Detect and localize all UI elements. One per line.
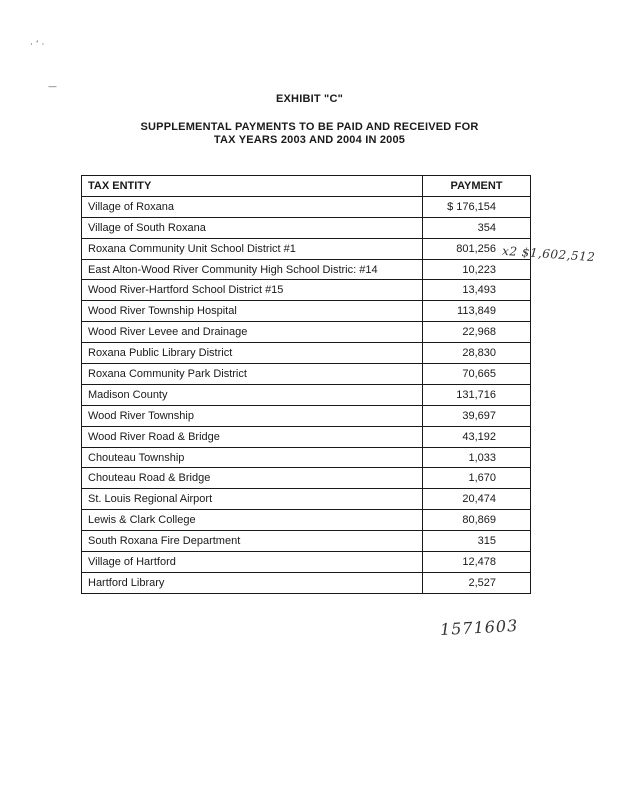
tax-entity-cell: South Roxana Fire Department bbox=[82, 531, 423, 552]
table-header-row bbox=[82, 176, 531, 197]
payment-header: PAYMENT bbox=[423, 176, 531, 197]
table-row bbox=[82, 217, 531, 238]
payment-cell: 13,493 bbox=[423, 280, 531, 301]
table-row bbox=[82, 405, 531, 426]
payment-cell: 70,665 bbox=[423, 364, 531, 385]
tax-entity-cell: East Alton-Wood River Community High School Distric: #14 bbox=[82, 259, 423, 280]
payment-cell: 2,527 bbox=[423, 572, 531, 593]
table-row bbox=[82, 301, 531, 322]
table-row bbox=[82, 364, 531, 385]
tax-entity-cell: Lewis & Clark College bbox=[82, 510, 423, 531]
table-row bbox=[82, 384, 531, 405]
table-row bbox=[82, 238, 531, 259]
tax-entity-cell: Roxana Public Library District bbox=[82, 343, 423, 364]
scan-speck: — bbox=[48, 82, 57, 92]
tax-entity-cell: Village of Roxana bbox=[82, 196, 423, 217]
tax-entity-cell: St. Louis Regional Airport bbox=[82, 489, 423, 510]
tax-entity-cell: Roxana Community Unit School District #1 bbox=[82, 238, 423, 259]
supplemental-payments-table bbox=[81, 175, 531, 594]
tax-entity-cell: Madison County bbox=[82, 384, 423, 405]
tax-entity-header: TAX ENTITY bbox=[82, 176, 423, 197]
tax-entity-cell: Wood River Township Hospital bbox=[82, 301, 423, 322]
tax-entity-cell: Wood River-Hartford School District #15 bbox=[82, 280, 423, 301]
payment-cell: 12,478 bbox=[423, 552, 531, 573]
table-row bbox=[82, 489, 531, 510]
handwritten-total: 1571603 bbox=[439, 615, 519, 640]
payment-cell: 39,697 bbox=[423, 405, 531, 426]
document-heading-line-2: TAX YEARS 2003 AND 2004 IN 2005 bbox=[213, 134, 406, 146]
payment-cell: 131,716 bbox=[423, 384, 531, 405]
payment-cell: $ 176,154 bbox=[423, 196, 531, 217]
table-row bbox=[82, 322, 531, 343]
exhibit-title: EXHIBIT "C" bbox=[275, 93, 344, 105]
tax-entity-cell: Wood River Township bbox=[82, 405, 423, 426]
payment-cell: 22,968 bbox=[423, 322, 531, 343]
tax-entity-cell: Hartford Library bbox=[82, 572, 423, 593]
tax-entity-cell: Village of South Roxana bbox=[82, 217, 423, 238]
tax-entity-cell: Chouteau Township bbox=[82, 447, 423, 468]
payment-cell: 20,474 bbox=[423, 489, 531, 510]
tax-entity-cell: Wood River Road & Bridge bbox=[82, 426, 423, 447]
table-row bbox=[82, 510, 531, 531]
payment-cell: 1,670 bbox=[423, 468, 531, 489]
document-heading-line-1: SUPPLEMENTAL PAYMENTS TO BE PAID AND RECEIVED FOR bbox=[140, 121, 479, 133]
table-row bbox=[82, 196, 531, 217]
table-row bbox=[82, 531, 531, 552]
table-row bbox=[82, 259, 531, 280]
table-row bbox=[82, 280, 531, 301]
tax-entity-cell: Wood River Levee and Drainage bbox=[82, 322, 423, 343]
tax-entity-cell: Chouteau Road & Bridge bbox=[82, 468, 423, 489]
table-row bbox=[82, 447, 531, 468]
handwritten-margin-note: x2 $1,602,512 bbox=[501, 243, 596, 265]
payment-cell: 113,849 bbox=[423, 301, 531, 322]
tax-entity-cell: Village of Hartford bbox=[82, 552, 423, 573]
payment-cell: 43,192 bbox=[423, 426, 531, 447]
table-row bbox=[82, 572, 531, 593]
tax-entity-cell: Roxana Community Park District bbox=[82, 364, 423, 385]
payment-cell: 28,830 bbox=[423, 343, 531, 364]
payment-cell: 354 bbox=[423, 217, 531, 238]
payment-cell: 315 bbox=[423, 531, 531, 552]
payment-cell: 10,223 bbox=[423, 259, 531, 280]
table-row bbox=[82, 552, 531, 573]
payment-cell: 801,256 bbox=[423, 238, 531, 259]
scan-speck: · ’ · bbox=[30, 40, 45, 50]
table-row bbox=[82, 343, 531, 364]
table-row bbox=[82, 426, 531, 447]
table-row bbox=[82, 468, 531, 489]
payment-cell: 1,033 bbox=[423, 447, 531, 468]
payment-cell: 80,869 bbox=[423, 510, 531, 531]
